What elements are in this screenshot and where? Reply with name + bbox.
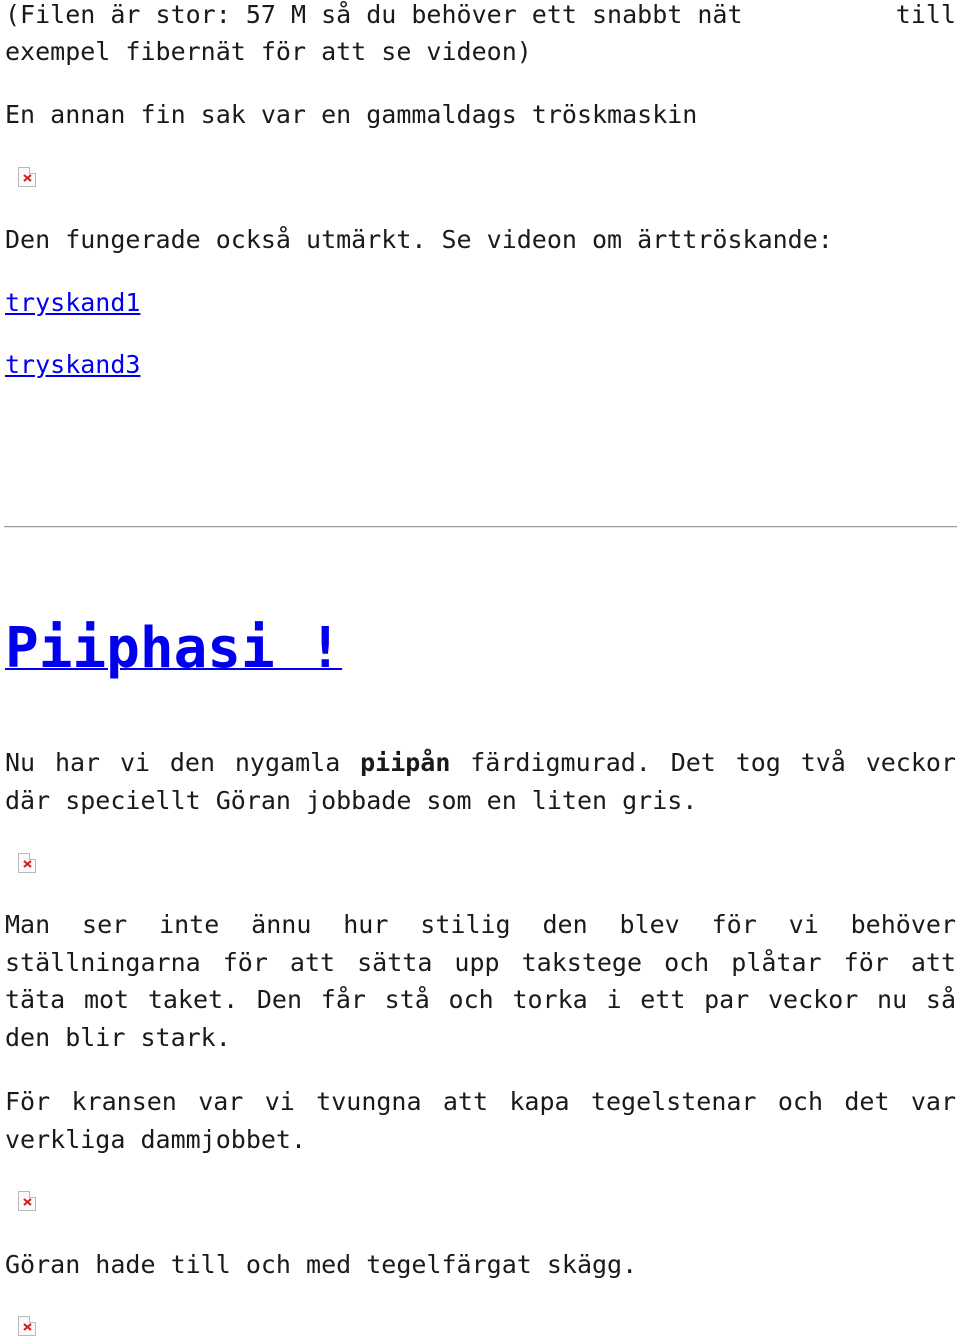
post-title-link[interactable]: Piiphasi ! xyxy=(5,616,343,681)
intro-line-1-left: (Filen är stor: 57 M så du behöver ett snabbt nät xyxy=(5,0,743,29)
video-link-row-2 xyxy=(5,346,956,384)
thresher-text: En annan fin sak var en gammaldags tröskmaskin xyxy=(5,100,698,129)
intro-line-1 xyxy=(5,0,956,34)
video-link-row-1 xyxy=(5,284,956,322)
p1-text-after: färdigmurad. Det tog två veckor där speciellt Göran jobbade som en liten gris. xyxy=(5,748,957,815)
post-paragraph-4: Göran hade till och med tegelfärgat skägg. xyxy=(5,1250,638,1279)
video-link-tryskand3[interactable]: tryskand3 xyxy=(5,350,141,379)
broken-image-icon xyxy=(18,853,36,873)
post-title xyxy=(5,616,342,682)
thresher-caption: Den fungerade också utmärkt. Se videon om ärttröskande: xyxy=(5,225,833,254)
post-paragraph-1 xyxy=(5,744,956,819)
post-paragraph-3: För kransen var vi tvungna att kapa tegelstenar och det var verkliga dammjobbet. xyxy=(5,1087,956,1154)
broken-image-icon xyxy=(18,1316,36,1336)
broken-image-icon xyxy=(18,1191,36,1211)
video-link-tryskand1[interactable]: tryskand1 xyxy=(5,288,141,317)
horizontal-divider xyxy=(4,526,957,528)
intro-line-2: exempel fibernät för att se videon) xyxy=(5,37,532,66)
intro-line-1-right: till xyxy=(895,0,956,29)
broken-image-icon xyxy=(18,167,36,187)
post-paragraph-2: Man ser inte ännu hur stilig den blev för vi behöver ställningarna för att sätta upp takstege och plåtar för att täta mot taket. Den får stå och torka i ett par veckor nu så den blir stark. xyxy=(5,910,956,1052)
p1-bold-word: piipån xyxy=(360,748,451,777)
p1-text-before: Nu har vi den nygamla xyxy=(5,748,361,777)
